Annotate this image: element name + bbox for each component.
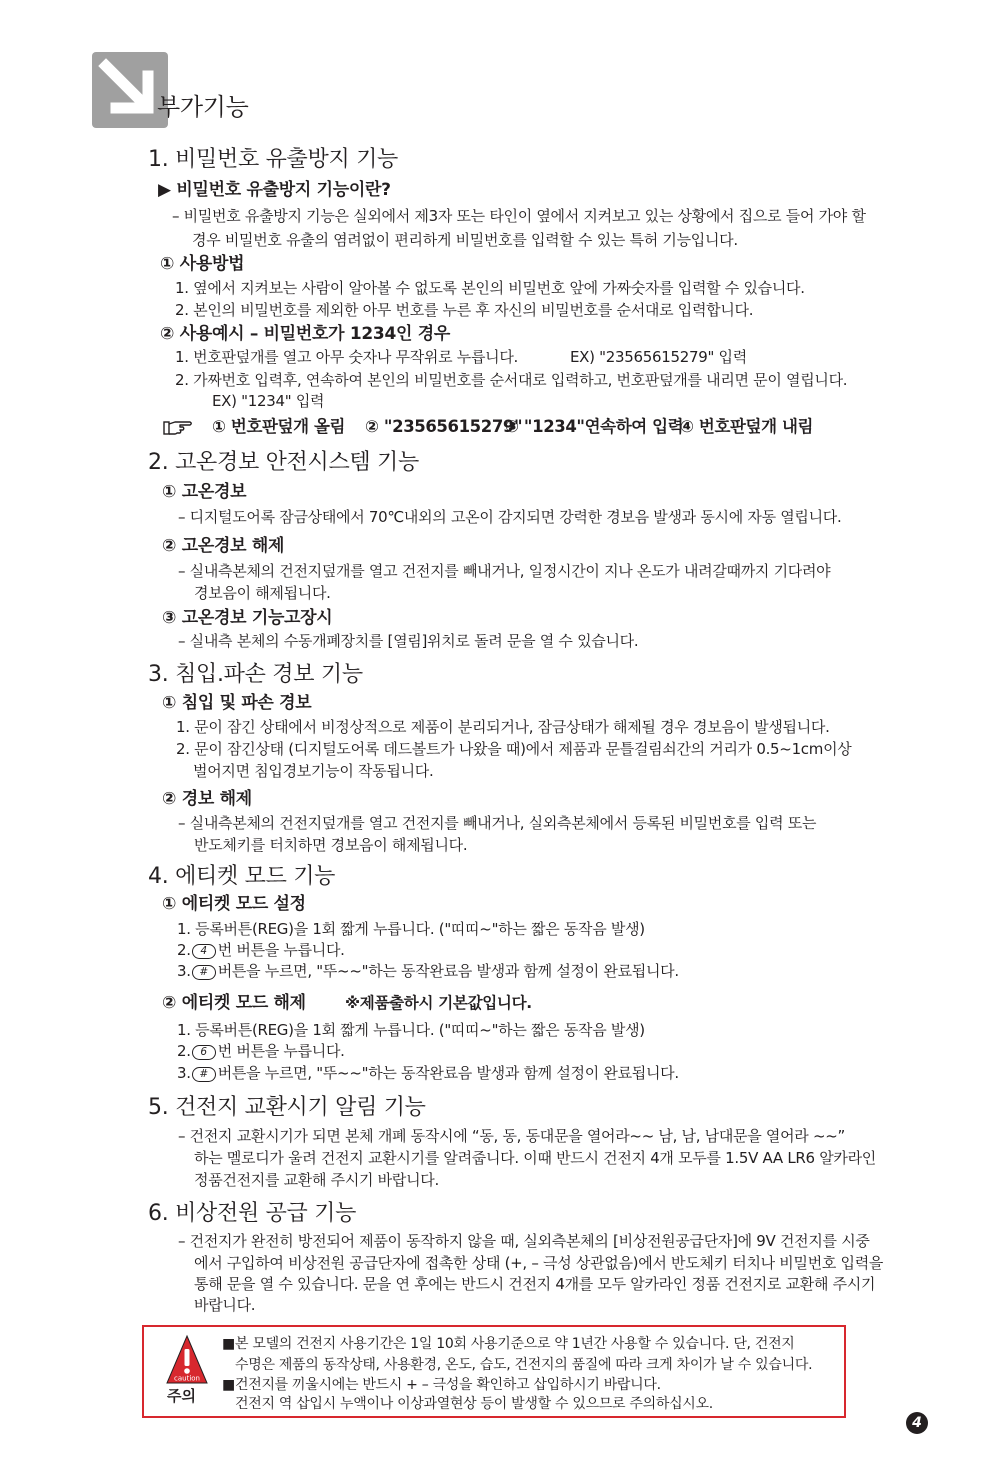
list-item [177, 940, 345, 960]
caution-text-line: 건전지를 끼울시에는 반드시 + – 극성을 확인하고 삽입하시기 바랍니다. [235, 1377, 661, 1393]
list-item: 2. 가짜번호 입력후, 연속하여 본인의 비밀번호를 순서대로 입력하고, 번호판덮개를 내리면 문이 열립니다. [175, 371, 848, 389]
factory-default-note: ※제품출하시 기본값입니다. [345, 994, 532, 1012]
paragraph-line: – 디지털도어록 잠금상태에서 70℃내외의 고온이 감지되면 강력한 경보음 발생과 동시에 자동 열립니다. [178, 508, 842, 526]
paragraph-line: 정품건전지를 교환해 주시기 바랍니다. [194, 1171, 439, 1189]
paragraph-line: 반도체키를 터치하면 경보음이 해제됩니다. [194, 836, 468, 854]
subheading-high-temp-alarm: ① 고온경보 [162, 482, 247, 502]
paragraph-line: 하는 멜로디가 울려 건전지 교환시기를 알려줍니다. 이때 반드시 건전지 4개 모두를 1.5V AA LR6 알카라인 [194, 1149, 876, 1167]
caution-text-line: 본 모델의 건전지 사용기간은 1일 10회 사용기준으로 약 1년간 사용할 수 있습니다. 단, 건전지 [235, 1336, 795, 1352]
step-enter-fake-number: ② "23565615279" [365, 417, 523, 436]
page-title: 부가기능 [157, 93, 249, 121]
subheading-usage: ① 사용방법 [160, 254, 245, 274]
step-number: 3. [177, 962, 191, 980]
section-heading-high-temperature: 2. 고온경보 안전시스템 기능 [148, 450, 419, 475]
step-text: 번 버튼을 누릅니다. [217, 941, 345, 959]
step-number: 2. [177, 1042, 191, 1060]
step-text: 번 버튼을 누릅니다. [217, 1042, 345, 1060]
list-item: 2. 문이 잠긴상태 (디지털도어록 데드볼트가 나왔을 때)에서 제품과 문틀걸림쇠간의 거리가 0.5~1cm이상 [176, 740, 852, 758]
paragraph-line: – 건전지 교환시기가 되면 본체 개폐 동작시에 “동, 동, 동대문을 열어라~~ 남, 남, 남대문을 열어라 ~~” [178, 1127, 845, 1145]
bullet: ■ [222, 1377, 235, 1393]
keypad-button-icon: # [192, 1067, 216, 1082]
step-text: 버튼을 누르면, "뚜~~"하는 동작완료음 발생과 함께 설정이 완료됩니다. [217, 962, 679, 980]
step-open-cover: ① 번호판덮개 올림 [212, 417, 346, 436]
step-enter-password: ③ "1234"연속하여 입력 [505, 417, 684, 436]
paragraph-line: 통해 문을 열 수 있습니다. 문을 연 후에는 반드시 건전지 4개를 모두 알카라인 정품 건전지로 교환해 주시기 [194, 1275, 876, 1293]
paragraph-line: – 실내측 본체의 수동개폐장치를 [열림]위치로 돌려 문을 열 수 있습니다. [178, 632, 639, 650]
list-item: 1. 등록버튼(REG)을 1회 짧게 누릅니다. ("띠띠~"하는 짧은 동작음 발생) [177, 1021, 645, 1039]
list-item: 1. 등록버튼(REG)을 1회 짧게 누릅니다. ("띠띠~"하는 짧은 동작음 발생) [177, 920, 645, 938]
paragraph-line: – 비밀번호 유출방지 기능은 실외에서 제3자 또는 타인이 옆에서 지켜보고 있는 상황에서 집으로 들어 가야 할 [172, 207, 866, 225]
subheading-high-temp-release: ② 고온경보 해제 [162, 536, 285, 556]
section-heading-etiquette-mode: 4. 에티켓 모드 기능 [148, 864, 336, 889]
example-input-note: EX) "23565615279" 입력 [570, 348, 747, 366]
pointing-hand-icon [163, 418, 193, 442]
paragraph-line: – 실내측본체의 건전지덮개를 열고 건전지를 빼내거나, 일정시간이 지나 온도가 내려갈때까지 기다려야 [178, 562, 831, 580]
caution-text-line: 수명은 제품의 동작상태, 사용환경, 온도, 습도, 건전지의 품질에 따라 크게 차이가 날 수 있습니다. [235, 1357, 813, 1373]
subheading-intrusion-damage-alarm: ① 침입 및 파손 경보 [162, 693, 312, 713]
warning-triangle-icon [165, 1334, 209, 1390]
step-text: 버튼을 누르면, "뚜~~"하는 동작완료음 발생과 함께 설정이 완료됩니다. [217, 1064, 679, 1082]
list-item [177, 1063, 679, 1083]
keypad-button-icon: 6 [192, 1045, 216, 1060]
page-number: 4 [906, 1412, 928, 1434]
subheading-etiquette-set: ① 에티켓 모드 설정 [162, 894, 306, 914]
section-heading-intrusion-alarm: 3. 침입.파손 경보 기능 [148, 662, 363, 687]
section-heading-battery-replacement: 5. 건전지 교환시기 알림 기능 [148, 1095, 426, 1120]
subheading-what-is: ▶ 비밀번호 유출방지 기능이란? [158, 180, 391, 200]
step-number: 3. [177, 1064, 191, 1082]
subheading-high-temp-failure: ③ 고온경보 기능고장시 [162, 608, 333, 628]
subheading-alarm-release: ② 경보 해제 [162, 789, 252, 809]
step-number: 2. [177, 941, 191, 959]
keypad-button-icon: # [192, 965, 216, 980]
list-item: 1. 옆에서 지켜보는 사람이 알아볼 수 없도록 본인의 비밀번호 앞에 가짜숫자를 입력할 수 있습니다. [175, 279, 805, 297]
list-item: 벌어지면 침입경보기능이 작동됩니다. [193, 762, 434, 780]
caution-label: 주의 [167, 1387, 196, 1405]
paragraph-line: 에서 구입하여 비상전원 공급단자에 접촉한 상태 (+, – 극성 상관없음)에서 반도체키 터치나 비밀번호 입력을 [194, 1254, 884, 1272]
subheading-usage-example: ② 사용예시 – 비밀번호가 1234인 경우 [160, 324, 450, 344]
list-item: 2. 본인의 비밀번호를 제외한 아무 번호를 누른 후 자신의 비밀번호를 순서대로 입력합니다. [175, 301, 754, 319]
paragraph-line: 바랍니다. [194, 1296, 256, 1314]
caution-text-line: 건전지 역 삽입시 누액이나 이상과열현상 등이 발생할 수 있으므로 주의하십시오. [235, 1396, 713, 1412]
list-item: 1. 문이 잠긴 상태에서 비정상적으로 제품이 분리되거나, 잠금상태가 해제될 경우 경보음이 발생됩니다. [176, 718, 830, 736]
paragraph-line: 경우 비밀번호 유출의 염려없이 편리하게 비밀번호를 입력할 수 있는 특허 기능입니다. [192, 231, 738, 249]
example-input-note: EX) "1234" 입력 [212, 392, 325, 410]
paragraph-line: – 실내측본체의 건전지덮개를 열고 건전지를 빼내거나, 실외측본체에서 등록된 비밀번호를 입력 또는 [178, 814, 817, 832]
paragraph-line: – 건전지가 완전히 방전되어 제품이 동작하지 않을 때, 실외측본체의 [비상전원공급단자]에 9V 건전지를 시중 [178, 1232, 870, 1250]
section-heading-password-leak-prevention: 1. 비밀번호 유출방지 기능 [148, 147, 398, 172]
bullet: ■ [222, 1336, 235, 1352]
list-item [177, 961, 679, 981]
caution-icon-label: caution [174, 1374, 200, 1383]
paragraph-line: 경보음이 해제됩니다. [194, 584, 331, 602]
list-item [177, 1041, 345, 1061]
step-close-cover: ④ 번호판덮개 내림 [680, 417, 814, 436]
subheading-etiquette-unset: ② 에티켓 모드 해제 [162, 993, 306, 1013]
keypad-button-icon: 4 [192, 944, 216, 959]
section-heading-emergency-power: 6. 비상전원 공급 기능 [148, 1201, 357, 1226]
list-item: 1. 번호판덮개를 열고 아무 숫자나 무작위로 누릅니다. [175, 348, 518, 366]
